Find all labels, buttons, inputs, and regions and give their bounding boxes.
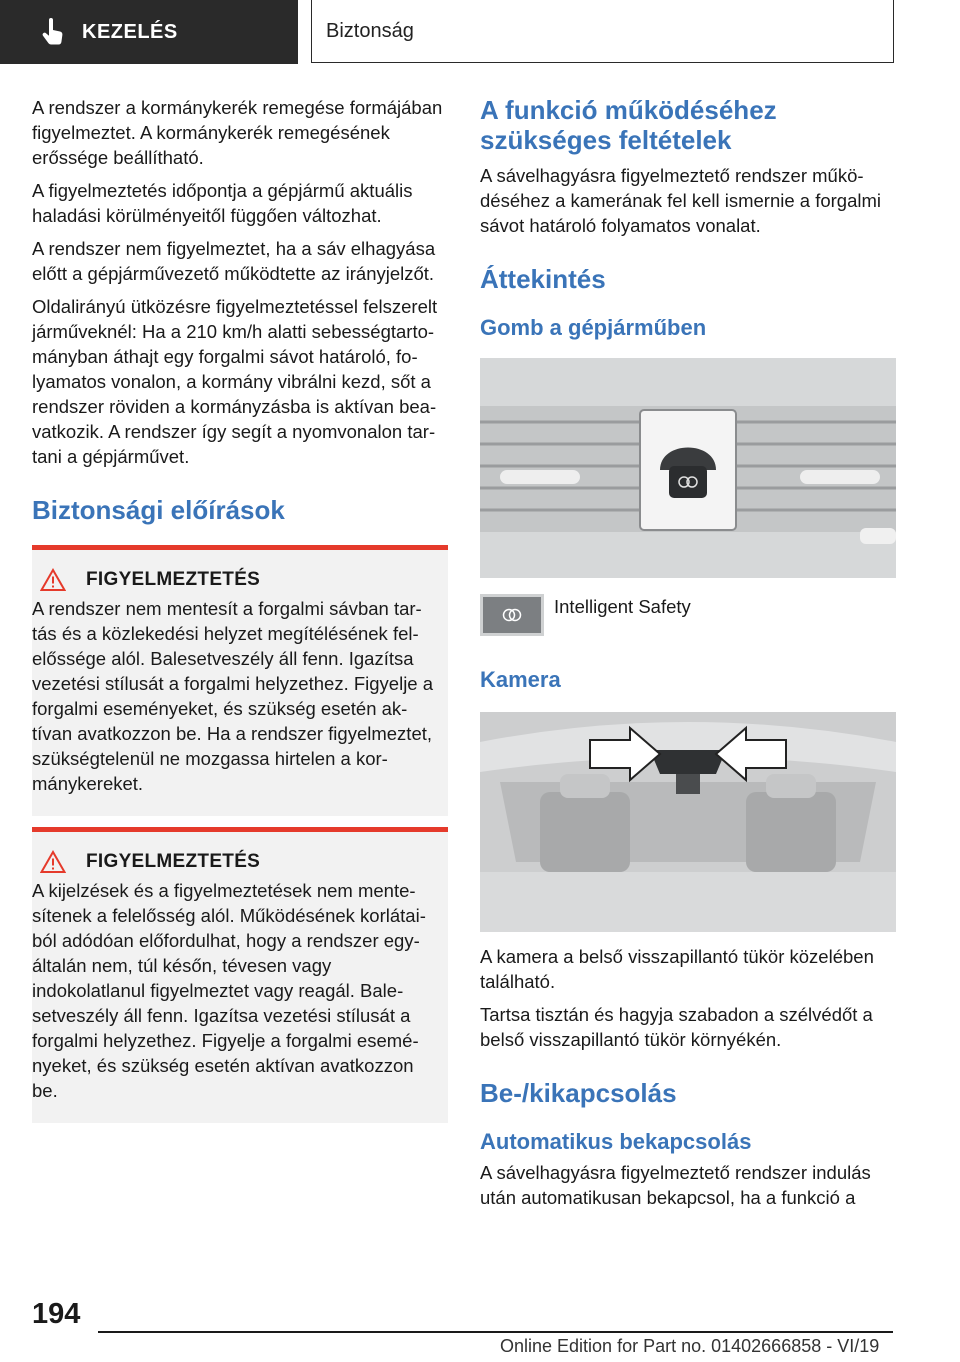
intelligent-safety-button-icon <box>480 594 544 636</box>
paragraph: A figyelmeztetés időpontja a gépjármű aktuális haladási körülményeitől függően változhat. <box>32 180 413 226</box>
warning-box <box>32 545 448 816</box>
section-label: KEZELÉS <box>82 20 178 43</box>
warning-title: FIGYELMEZTETÉS <box>86 851 261 872</box>
warning-triangle-icon <box>40 568 66 592</box>
warning-title: FIGYELMEZTETÉS <box>86 569 261 590</box>
chapter-label: Biztonság <box>326 19 414 42</box>
button-heading: Gomb a gépjárműben <box>480 315 707 340</box>
warning-triangle-icon <box>40 850 66 874</box>
section-tab <box>0 0 298 64</box>
right-column <box>480 95 896 1218</box>
camera-text: Tartsa tisztán és hagyja szabadon a szélvédőt a belső visszapillantó tükör környékén. <box>480 1004 873 1050</box>
page-number: 194 <box>32 1298 81 1330</box>
safety-circles-icon <box>502 607 522 623</box>
warning-text: A kijelzések és a figyelmeztetések nem mentesítenek a felelősség alól. Működésének korlátaiból adódóan előfordulhat, hogy a rendszer egyáltalán nem, túl későn, tévesen vagy indokolatlanul figyelmeztet vagy reagál. Balesetveszély áll fenn. Igazítsa vezetési stílusát a forgalmi helyzethez. Figyelje a forgalmi eseményeket, és szükség esetén aktívan avatkozzon be. <box>32 880 426 1101</box>
paragraph: A rendszer nem figyelmeztet, ha a sáv elhagyása előtt a gépjárművezető működtette az irányjelzőt. <box>32 238 436 284</box>
requirements-text: A sávelhagyásra figyelmeztető rendszer működéséhez a kamerának fel kell ismernie a forgalmi sávot határoló folyamatos vonalat. <box>480 165 882 236</box>
button-row <box>480 594 896 636</box>
paragraph: Oldalirányú ütközésre figyelmeztetéssel felszerelt járműveknél: Ha a 210 km/h alatti sebességtartományban áthajt egy forgalmi sávot határoló, folyamatos vonalon, a kormány vibrálni kezd, sőt a rendszer röviden a kormányzásba is aktívan beavatkozik. A rendszer így segít a nyomvonalon tartani a gépjárművet. <box>32 296 438 467</box>
overview-heading: Áttekintés <box>480 264 606 294</box>
warning-text: A rendszer nem mentesít a forgalmi sávban tartás és a közlekedési helyzet megítélésének felelőssége alól. Balesetveszély áll fenn. Igazítsa vezetési stílusát a forgalmi helyzethez. Figyelje a forgalmi eseményeket, és szükség esetén aktívan avatkozzon be. Ha a rendszer figyelmeztet, szükségtelenül ne mozgassa hirtelen a kormánykereket. <box>32 598 434 794</box>
camera-heading: Kamera <box>480 667 561 692</box>
auto-text: A sávelhagyásra figyelmeztető rendszer indulás után automatikusan bekapcsol, ha a funkció a <box>480 1162 871 1208</box>
safety-heading: Biztonsági előírások <box>32 495 285 525</box>
edition-text: Online Edition for Part no. 01402666858 - VI/19 <box>500 1336 880 1356</box>
car-interior-illustration <box>480 712 896 932</box>
onoff-heading: Be-/kikapcsolás <box>480 1078 677 1108</box>
warning-box <box>32 827 448 1123</box>
chapter-tab <box>311 0 894 63</box>
left-column <box>32 95 448 1123</box>
button-label: Intelligent Safety <box>554 596 691 617</box>
requirements-heading: A funkció működéséhez szükséges feltételek <box>480 95 777 155</box>
camera-image <box>480 712 896 932</box>
warning-header <box>32 568 436 592</box>
air-vent-illustration <box>480 358 896 578</box>
camera-text: A kamera a belső visszapillantó tükör közelében található. <box>480 946 874 992</box>
footer-rule <box>98 1331 893 1333</box>
warning-header <box>32 850 436 874</box>
hand-pointer-icon <box>38 17 68 47</box>
auto-heading: Automatikus bekapcsolás <box>480 1129 752 1154</box>
paragraph: A rendszer a kormánykerék remegése formájában figyelmeztet. A kormánykerék remegésének erőssége beállítható. <box>32 97 443 168</box>
vent-button-image <box>480 358 896 578</box>
